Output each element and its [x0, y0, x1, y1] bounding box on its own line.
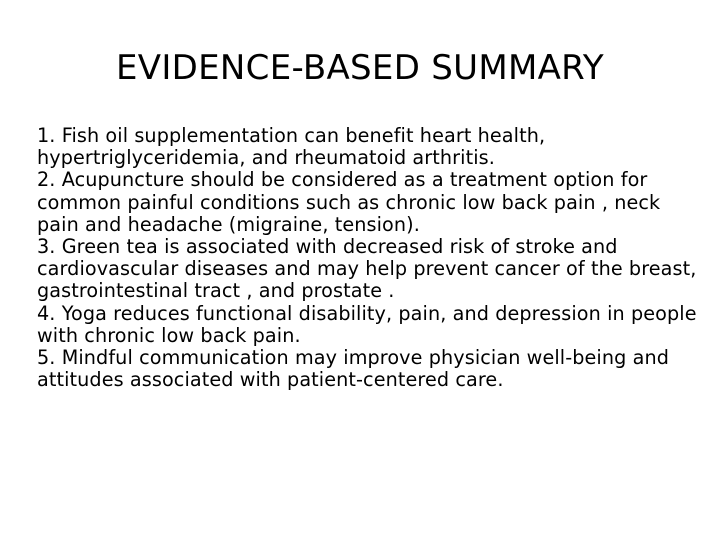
summary-item-2: 2. Acupuncture should be considered as a treatment option for common painful conditions such as chronic low back pain , neck pain and headache (migraine, tension). — [37, 168, 661, 236]
summary-item-1: 1. Fish oil supplementation can benefit heart health, hypertriglyceridemia, and rheumatoid arthritis. — [37, 124, 546, 170]
summary-item-3: 3. Green tea is associated with decreased risk of stroke and cardiovascular diseases and may help prevent cancer of the breast, gastrointestinal tract , and prostate . — [37, 235, 697, 303]
slide-title: EVIDENCE-BASED SUMMARY — [116, 48, 604, 88]
summary-list — [37, 125, 697, 391]
summary-item-4: 4. Yoga reduces functional disability, pain, and depression in people with chronic low back pain. — [37, 301, 697, 347]
summary-item-5: 5. Mindful communication may improve physician well-being and attitudes associated with patient-centered care. — [37, 346, 669, 392]
